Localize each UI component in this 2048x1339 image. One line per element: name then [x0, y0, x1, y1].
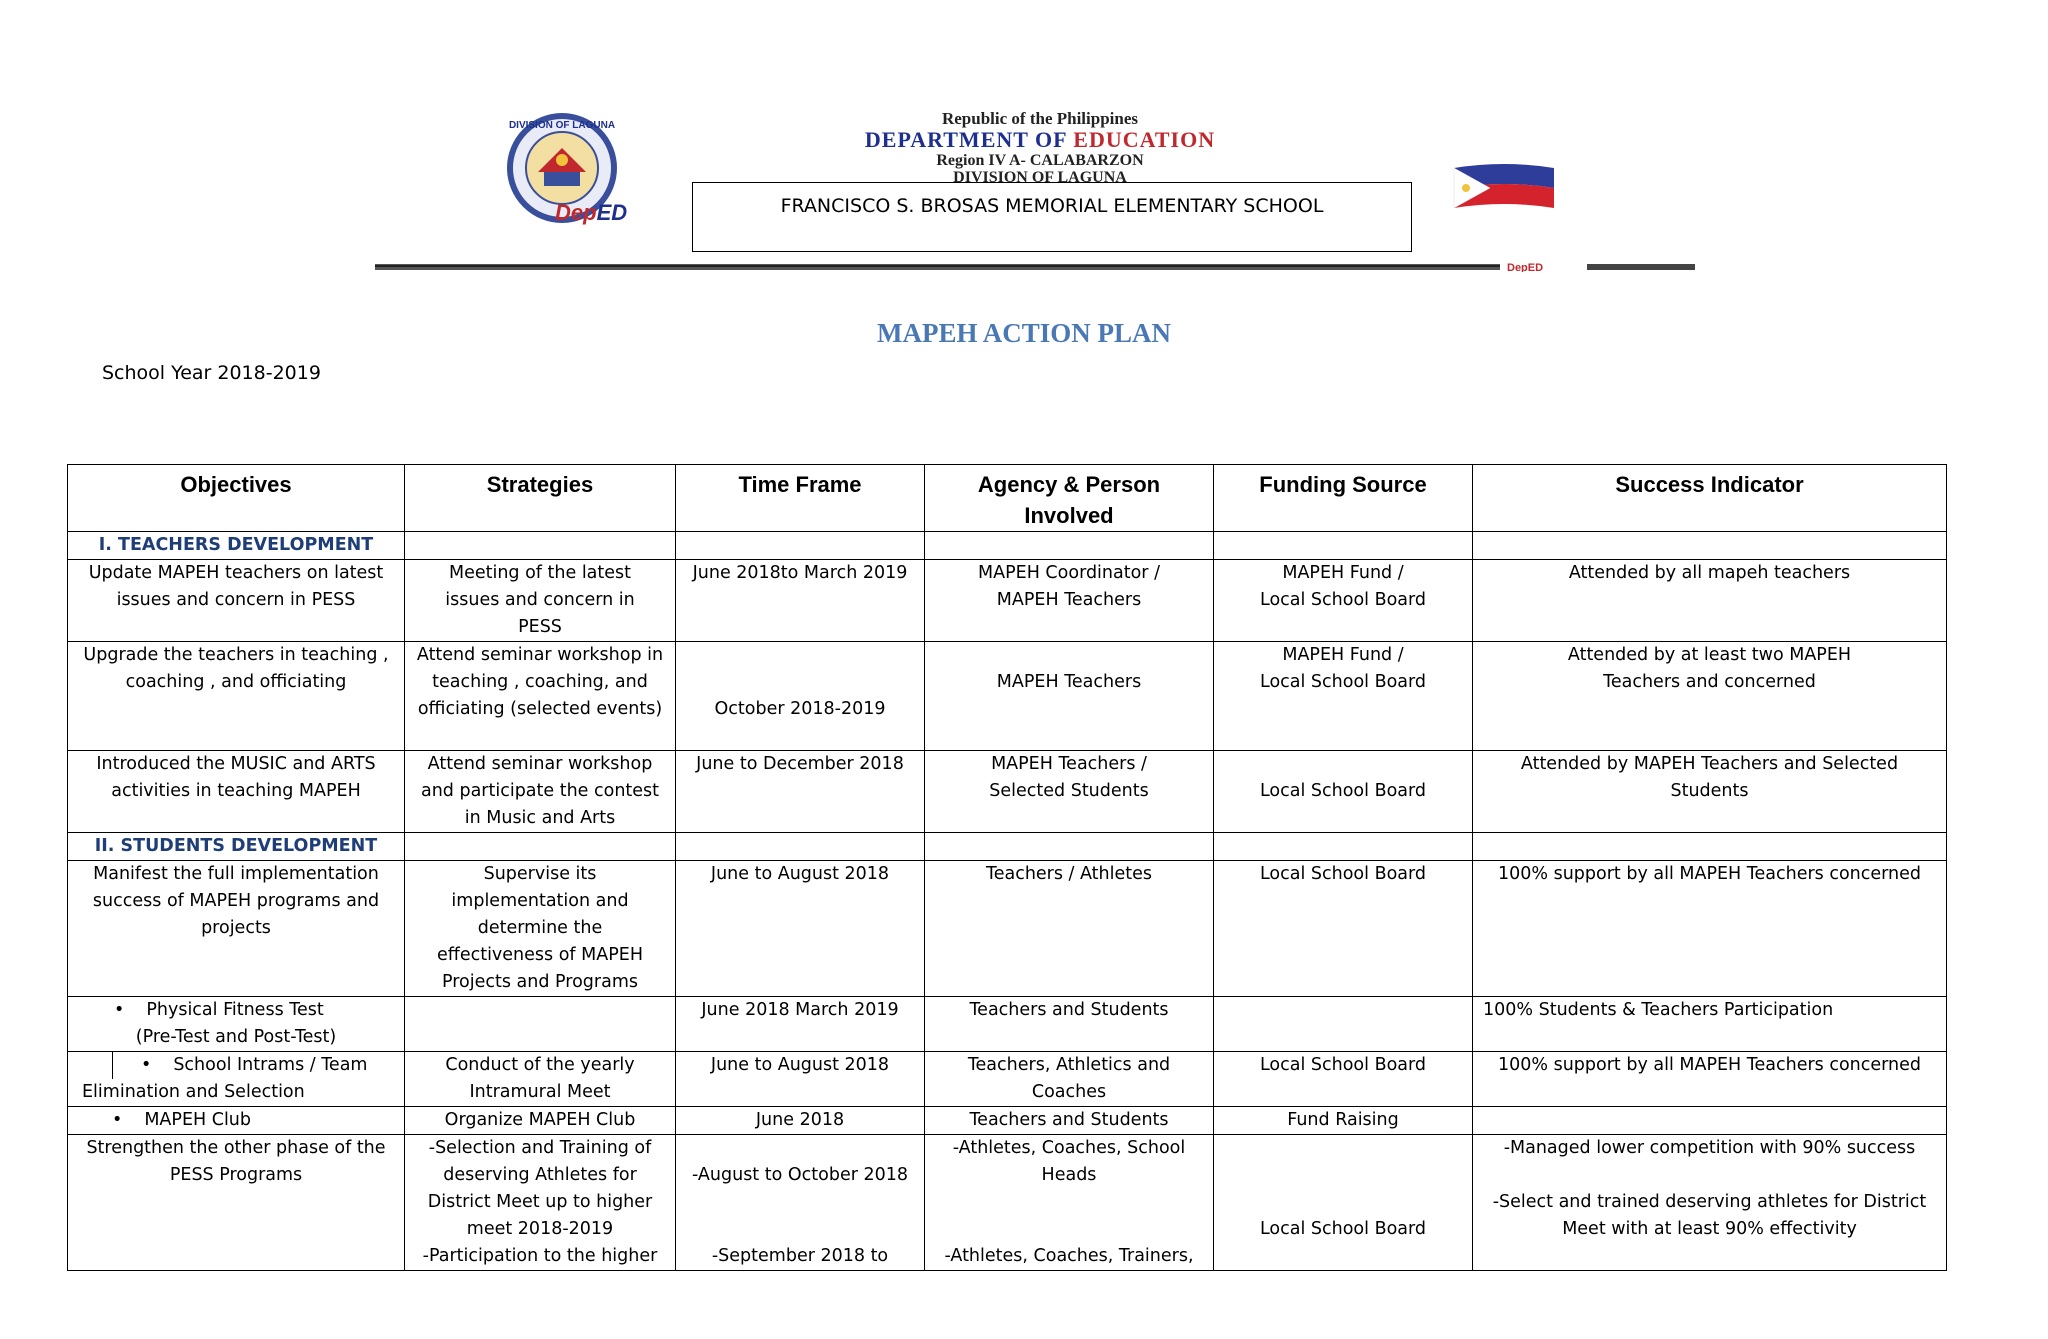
strategy-cell — [405, 1135, 676, 1271]
republic-line: Republic of the Philippines — [941, 109, 1138, 128]
table-cell — [1214, 833, 1473, 861]
objective-cell: Upgrade the teachers in teaching , coaching , and officiating — [68, 642, 405, 751]
indicator-part1: -Managed lower competition with 90% success — [1503, 1138, 1916, 1158]
table-cell — [1473, 833, 1947, 861]
objective-cell: Introduced the MUSIC and ARTS activities in teaching MAPEH — [68, 751, 405, 833]
indicator-cell — [1473, 1107, 1947, 1135]
section-students: II. STUDENTS DEVELOPMENT — [68, 833, 405, 861]
time-cell: June to December 2018 — [676, 751, 925, 833]
header-agency: Agency & Person Involved — [925, 465, 1214, 532]
deped-logo-part1: Dep — [555, 200, 597, 225]
government-heading — [780, 110, 1300, 186]
strategy-cell: Attend seminar workshop and participate the contest in Music and Arts — [405, 751, 676, 833]
indicator-cell: Attended by all mapeh teachers — [1473, 560, 1947, 642]
strategy-cell: Supervise its implementation and determine the effectiveness of MAPEH Projects and Programs — [405, 861, 676, 997]
agency-cell: Teachers and Students — [925, 1107, 1214, 1135]
objective-subline: Elimination and Selection — [82, 1082, 305, 1102]
strategy-part1: -Selection and Training of deserving Athletes for District Meet up to higher meet 2018-2019 — [427, 1138, 653, 1239]
strategy-cell: Attend seminar workshop in teaching , coaching, and officiating (selected events) — [405, 642, 676, 751]
school-name-box: FRANCISCO S. BROSAS MEMORIAL ELEMENTARY SCHOOL — [692, 182, 1412, 252]
objective-cell — [68, 997, 405, 1052]
header-success-indicator: Success Indicator — [1473, 465, 1947, 532]
header-rule — [375, 262, 1695, 272]
strategy-part2: -Participation to the higher — [422, 1246, 658, 1266]
header-strategies: Strategies — [405, 465, 676, 532]
department-line — [780, 129, 1300, 151]
table-cell — [925, 833, 1214, 861]
table-cell — [925, 532, 1214, 560]
indicator-cell: Attended by at least two MAPEH Teachers and concerned — [1473, 642, 1947, 751]
table-row — [68, 997, 1947, 1052]
indicator-cell: 100% support by all MAPEH Teachers concerned — [1473, 861, 1947, 997]
time-cell: October 2018-2019 — [676, 642, 925, 751]
seal-text: DIVISION OF LAGUNA — [508, 120, 616, 131]
objective-bullet — [112, 1052, 398, 1079]
table-cell — [1473, 532, 1947, 560]
time-cell: June to August 2018 — [676, 861, 925, 997]
strategy-cell: Conduct of the yearly Intramural Meet — [405, 1052, 676, 1107]
time-cell: June 2018 March 2019 — [676, 997, 925, 1052]
funding-cell: Local School Board — [1214, 861, 1473, 997]
time-cell: June 2018 — [676, 1107, 925, 1135]
indicator-part2: -Select and trained deserving athletes for District Meet with at least 90% effectivity — [1492, 1192, 1927, 1239]
indicator-cell — [1473, 1135, 1947, 1271]
funding-cell — [1214, 1135, 1473, 1271]
indicator-cell: 100% Students & Teachers Participation — [1473, 997, 1947, 1052]
time-cell — [676, 1135, 925, 1271]
funding-cell: MAPEH Fund / Local School Board — [1214, 560, 1473, 642]
objective-subline: (Pre-Test and Post-Test) — [135, 1027, 337, 1047]
school-year: School Year 2018-2019 — [102, 362, 321, 384]
funding-cell — [1214, 997, 1473, 1052]
deped-logo-text — [555, 200, 627, 226]
agency-cell: Teachers / Athletes — [925, 861, 1214, 997]
agency-cell: MAPEH Teachers / Selected Students — [925, 751, 1214, 833]
section-row — [68, 532, 1947, 560]
table-row — [68, 751, 1947, 833]
objective-cell — [68, 1052, 405, 1107]
table-row — [68, 1135, 1947, 1271]
region-line: Region IV A- CALABARZON — [936, 152, 1144, 169]
agency-part1: -Athletes, Coaches, School Heads — [952, 1138, 1186, 1185]
objective-cell: Strengthen the other phase of the PESS Programs — [68, 1135, 405, 1271]
strategy-cell: Meeting of the latest issues and concern in PESS — [405, 560, 676, 642]
action-plan-table — [67, 464, 1947, 1271]
header-time-frame: Time Frame — [676, 465, 925, 532]
table-cell — [405, 532, 676, 560]
indicator-cell: Attended by MAPEH Teachers and Selected Students — [1473, 751, 1947, 833]
time-part1: -August to October 2018 — [692, 1165, 908, 1185]
funding-cell: Local School Board — [1214, 1052, 1473, 1107]
section-row — [68, 833, 1947, 861]
table-cell — [676, 833, 925, 861]
department-part2: EDUCATION — [1073, 127, 1216, 152]
deped-logo-part2: ED — [596, 200, 628, 225]
table-row — [68, 642, 1947, 751]
objective-cell — [68, 1107, 405, 1135]
objective-cell: Update MAPEH teachers on latest issues and concern in PESS — [68, 560, 405, 642]
header-objectives: Objectives — [68, 465, 405, 532]
table-row — [68, 1107, 1947, 1135]
table-cell — [1214, 532, 1473, 560]
agency-cell: Teachers, Athletics and Coaches — [925, 1052, 1214, 1107]
indicator-cell: 100% support by all MAPEH Teachers concerned — [1473, 1052, 1947, 1107]
bullet-text: • Physical Fitness Test — [114, 1000, 324, 1020]
rule-brand: DepED — [1507, 262, 1544, 272]
table-row — [68, 560, 1947, 642]
time-part2: -September 2018 to — [711, 1246, 889, 1266]
section-teachers: I. TEACHERS DEVELOPMENT — [68, 532, 405, 560]
header-funding: Funding Source — [1214, 465, 1473, 532]
agency-cell: Teachers and Students — [925, 997, 1214, 1052]
bullet-text: • MAPEH Club — [112, 1110, 251, 1130]
funding-cell: Local School Board — [1214, 751, 1473, 833]
strategy-cell — [405, 997, 676, 1052]
table-cell — [676, 532, 925, 560]
agency-cell: MAPEH Teachers — [925, 642, 1214, 751]
time-cell: June to August 2018 — [676, 1052, 925, 1107]
agency-part2: -Athletes, Coaches, Trainers, — [944, 1246, 1194, 1266]
table-row — [68, 1052, 1947, 1107]
division-line: DIVISION OF LAGUNA — [953, 169, 1127, 186]
table-cell — [405, 833, 676, 861]
agency-cell — [925, 1135, 1214, 1271]
department-part1: DEPARTMENT OF — [864, 127, 1074, 152]
agency-cell: MAPEH Coordinator / MAPEH Teachers — [925, 560, 1214, 642]
funding-cell: Fund Raising — [1214, 1107, 1473, 1135]
page-title: MAPEH ACTION PLAN — [876, 318, 1171, 348]
bullet-text: • School Intrams / Team — [141, 1055, 367, 1075]
table-header-row — [68, 465, 1947, 532]
funding-cell: MAPEH Fund / Local School Board — [1214, 642, 1473, 751]
funding-text: Local School Board — [1259, 1219, 1426, 1239]
strategy-cell: Organize MAPEH Club — [405, 1107, 676, 1135]
objective-bullet — [74, 997, 398, 1024]
objective-cell: Manifest the full implementation success of MAPEH programs and projects — [68, 861, 405, 997]
philippine-flag-icon — [1450, 158, 1558, 218]
time-cell: June 2018to March 2019 — [676, 560, 925, 642]
table-row — [68, 861, 1947, 997]
letterhead — [0, 0, 2048, 280]
